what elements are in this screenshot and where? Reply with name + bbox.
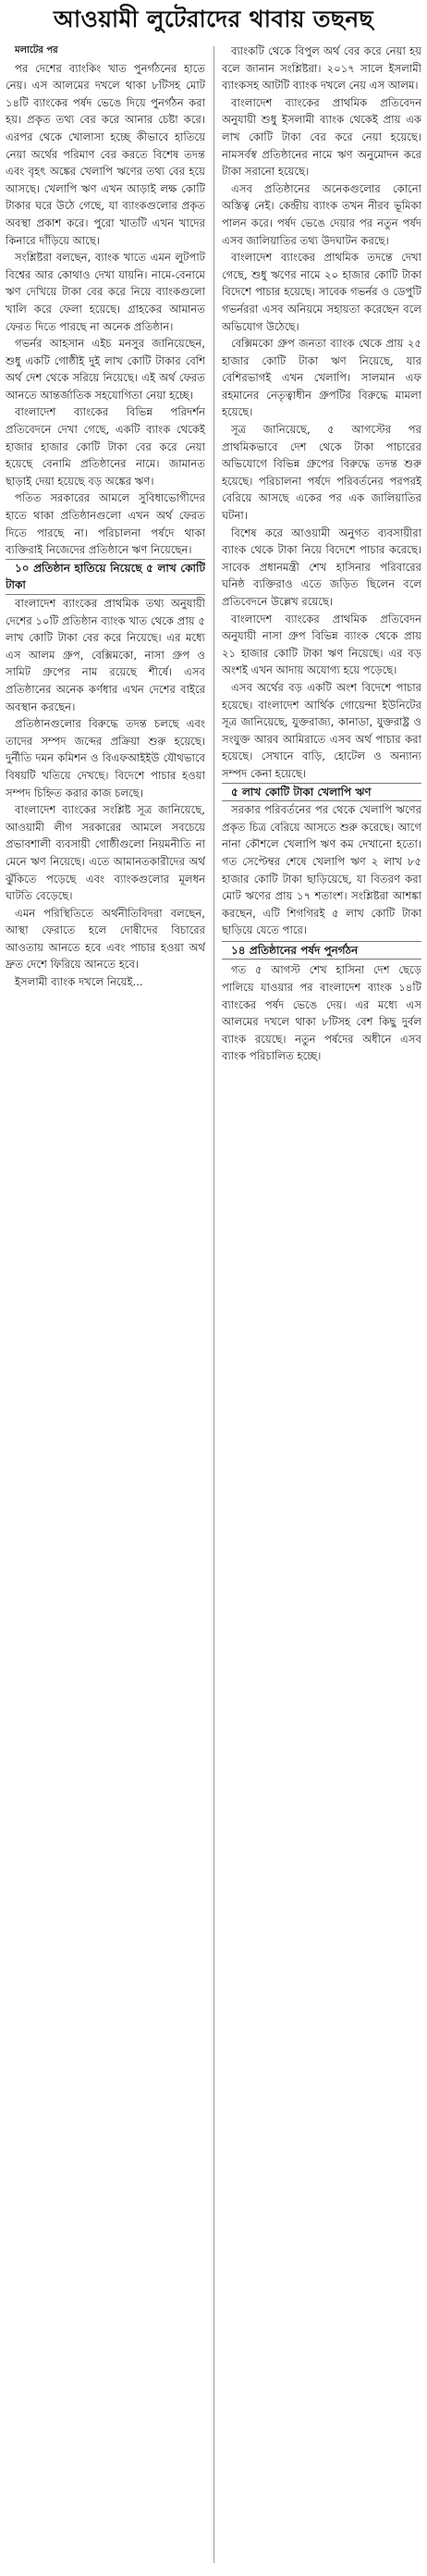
paragraph: ব্যাংকটি থেকে বিপুল অর্থ বের করে নেয়া হয় বলে জানান সংশ্লিষ্টরা। ২০১৭ সালে ইসলামী ব্যাংকসহ আটটি ব্যাংক দখলে নেয় এস আলম। xyxy=(222,44,421,93)
paragraph: সরকার পরিবর্তনের পর থেকে খেলাপি ঋণের প্রকৃত চিত্র বেরিয়ে আসতে শুরু করেছে। আগে নানা কৌশলে খেলাপি ঋণ কম দেখানো হতো। গত সেপ্টেম্বর শেষে খেলাপি ঋণ ২ লাখ ৮৫ হাজার কোটি টাকা ছাড়িয়েছে, যা বিতরণ করা মোট ঋণের প্রায় ১৭ শতাংশ। সংশ্লিষ্টরা আশঙ্কা করছেন, এটি শিগগিরই ৫ লাখ কোটি টাকা ছাড়িয়ে যেতে পারে। xyxy=(222,803,421,937)
left-column xyxy=(6,43,205,2569)
paragraph: বাংলাদেশ ব্যাংকের প্রাথমিক প্রতিবেদন অনুযায়ী নাসা গ্রুপ বিভিন্ন ব্যাংক থেকে প্রায় ২১ হাজার কোটি টাকা ঋণ নিয়েছে। এর বড় অংশই এখন আদায় অযোগ্য হয়ে পড়েছে। xyxy=(222,612,421,677)
paragraph: গভর্নর আহসান এইচ মনসুর জানিয়েছেন, শুধু একটি গোষ্ঠীই দুই লাখ কোটি টাকার বেশি অর্থ দেশ থেকে সরিয়ে নিয়েছে। এই অর্থ ফেরত আনতে আন্তর্জাতিক সহযোগিতা নেয়া হচ্ছে। xyxy=(6,337,205,402)
paragraph: প্রতিষ্ঠানগুলোর বিরুদ্ধে তদন্ত চলছে এবং তাদের সম্পদ জব্দের প্রক্রিয়া শুরু হয়েছে। দুর্নীতি দমন কমিশন ও বিএফআইইউ যৌথভাবে বিষয়টি খতিয়ে দেখছে। বিদেশে পাচার হওয়া সম্পদ চিহ্নিত করার কাজ চলছে। xyxy=(6,717,205,799)
paragraph: বাংলাদেশ ব্যাংকের প্রাথমিক প্রতিবেদন অনুযায়ী শুধু ইসলামী ব্যাংক থেকেই প্রায় এক লাখ কোটি টাকা বের করে নেয়া হয়েছে। নামসর্বস্ব প্রতিষ্ঠানের নামে ঋণ অনুমোদন করে টাকা সরানো হয়েছে। xyxy=(222,95,421,179)
paragraph: পর দেশের ব্যাংকিং খাত পুনর্গঠনের হাতে নেয়। এস আলমের দখলে থাকা ৮টিসহ মোট ১৪টি ব্যাংকের পর্ষদ ভেঙে দিয়ে পুনর্গঠন করা হয়। প্রকৃত তথ্য বের করে আনার চেষ্টা করে। এরপর থেকে খোলাসা হচ্ছে কীভাবে হাতিয়ে নেয়া অর্থের পরিমাণ বের করতে বিশেষ তদন্ত এবং বৃহৎ অঙ্কের খেলাপি ঋণের তথ্য বের হয়ে আসছে। খেলাপি ঋণ এখন আড়াই লক্ষ কোটি টাকার ঘরে উঠে গেছে, যা ব্যাংকগুলোর প্রকৃত অবস্থা প্রকাশ করে। পুরো খাতটি এখন খাদের কিনারে দাঁড়িয়ে আছে। xyxy=(6,61,205,247)
paragraph: বেক্সিমকো গ্রুপ জনতা ব্যাংক থেকে প্রায় ২৫ হাজার কোটি টাকা ঋণ নিয়েছে, যার বেশিরভাগই এখন খেলাপি। সালমান এফ রহমানের নেতৃত্বাধীন গ্রুপটির বিরুদ্ধে মামলা হয়েছে। xyxy=(222,337,421,419)
subheading: ১০ প্রতিষ্ঠান হাতিয়ে নিয়েছে ৫ লাখ কোটি টাকা xyxy=(6,559,205,595)
paragraph: বিশেষ করে আওয়ামী অনুগত ব্যবসায়ীরা ব্যাংক থেকে টাকা নিয়ে বিদেশে পাচার করেছে। সাবেক প্রধানমন্ত্রী শেখ হাসিনার পরিবারের ঘনিষ্ঠ ব্যক্তিরাও এতে জড়িত ছিলেন বলে প্রতিবেদনে উল্লেখ রয়েছে। xyxy=(222,526,421,608)
paragraph: বাংলাদেশ ব্যাংকের প্রাথমিক তদন্তে দেখা গেছে, শুধু ঋণের নামে ২০ হাজার কোটি টাকা বিদেশে পাচার হয়েছে। সাবেক গভর্নর ও ডেপুটি গভর্নররা এসব অনিয়মে সহায়তা করেছেন বলে অভিযোগ উঠেছে। xyxy=(222,251,421,333)
paragraph: বাংলাদেশ ব্যাংকের বিভিন্ন পরিদর্শন প্রতিবেদনে দেখা গেছে, একটি ব্যাংক থেকেই হাজার হাজার কোটি টাকা বের করে নেয়া হয়েছে বেনামি প্রতিষ্ঠানের নামে। জামানত ছাড়াই দেয়া হয়েছে বড় অঙ্কের ঋণ। xyxy=(6,405,205,488)
paragraph: এসব প্রতিষ্ঠানের অনেকগুলোর কোনো অস্তিত্ব নেই। কেন্দ্রীয় ব্যাংক তখন নীরব ভূমিকা পালন করে। পর্ষদ ভেঙে দেয়ার পর নতুন পর্ষদ এসব জালিয়াতির তথ্য উদঘাটন করছে। xyxy=(222,181,421,247)
paragraph: এমন পরিস্থিতিতে অর্থনীতিবিদরা বলছেন, আস্থা ফেরাতে হলে দোষীদের বিচারের আওতায় আনতে হবে এবং পাচার হওয়া অর্থ দ্রুত দেশে ফিরিয়ে আনতে হবে। xyxy=(6,906,205,972)
paragraph: ইসলামী ব্যাংক দখলে নিয়েই... xyxy=(15,975,143,989)
article-body xyxy=(6,43,421,2569)
subheading: ৫ লাখ কোটি টাকা খেলাপি ঋণ xyxy=(222,783,421,802)
paragraph: বাংলাদেশ ব্যাংকের সংশ্লিষ্ট সূত্র জানিয়েছে, আওয়ামী লীগ সরকারের আমলে সবচেয়ে প্রভাবশালী ব্যবসায়ী গোষ্ঠীগুলো নিয়মনীতি না মেনে ঋণ নিয়েছে। এতে আমানতকারীদের অর্থ ঝুঁকিতে পড়েছে এবং ব্যাংকগুলোর মূলধন ঘাটতি বেড়েছে। xyxy=(6,803,205,903)
dateline: মলাটের পর xyxy=(15,45,58,56)
paragraph: বাংলাদেশ ব্যাংকের প্রাথমিক তথ্য অনুযায়ী দেশের ১০টি প্রতিষ্ঠান ব্যাংক খাত থেকে প্রায় ৫ লাখ কোটি টাকা বের করে নিয়েছে। এর মধ্যে এস আলম গ্রুপ, বেক্সিমকো, নাসা গ্রুপ ও সামিট গ্রুপের নাম রয়েছে শীর্ষে। এসব প্রতিষ্ঠানের অনেক কর্ণধার এখন দেশের বাইরে অবস্থান করছেন। xyxy=(6,597,205,713)
paragraph: সংশ্লিষ্টরা বলছেন, ব্যাংক খাতে এমন লুটপাট বিশ্বের আর কোথাও দেখা যায়নি। নামে-বেনামে ঋণ দেখিয়ে টাকা বের করে নিয়ে ব্যাংকগুলো খালি করে ফেলা হয়েছে। গ্রাহকের আমানত ফেরত দিতে পারছে না অনেক প্রতিষ্ঠান। xyxy=(6,251,205,333)
headline: আওয়ামী লুটেরাদের থাবায় তছনছ xyxy=(54,5,373,32)
paragraph: এসব অর্থের বড় একটি অংশ বিদেশে পাচার হয়েছে। বাংলাদেশ আর্থিক গোয়েন্দা ইউনিটের সূত্র জানিয়েছে, যুক্তরাজ্য, কানাডা, যুক্তরাষ্ট্র ও সংযুক্ত আরব আমিরাতে এসব অর্থ পাচার করা হয়েছে। সেখানে বাড়ি, হোটেল ও অন্যান্য সম্পদ কেনা হয়েছে। xyxy=(222,680,421,780)
right-column xyxy=(222,43,421,2569)
subheading: ১৪ প্রতিষ্ঠানের পর্ষদ পুনর্গঠন xyxy=(222,941,421,960)
paragraph: পতিত সরকারের আমলে সুবিধাভোগীদের হাতে থাকা প্রতিষ্ঠানগুলো এখন অর্থ ফেরত দিতে পারছে না। পরিচালনা পর্ষদে থাকা ব্যক্তিরাই নিজেদের প্রতিষ্ঠানে ঋণ নিয়েছেন। xyxy=(6,491,205,557)
paragraph: সূত্র জানিয়েছে, ৫ আগস্টের পর প্রাথমিকভাবে দেশ থেকে টাকা পাচারের অভিযোগে বিভিন্ন গ্রুপের বিরুদ্ধে তদন্ত শুরু হয়েছে। পরিচালনা পর্ষদে পরিবর্তনের পরপরই বেরিয়ে আসছে একের পর এক জালিয়াতির ঘটনা। xyxy=(222,423,421,523)
paragraph: গত ৫ আগস্ট শেখ হাসিনা দেশ ছেড়ে পালিয়ে যাওয়ার পর বাংলাদেশ ব্যাংক ১৪টি ব্যাংকের পর্ষদ ভেঙে দেয়। এর মধ্যে এস আলমের দখলে থাকা ৮টিসহ বেশ কিছু দুর্বল ব্যাংক রয়েছে। নতুন পর্ষদের অধীনে এসব ব্যাংক পরিচালিত হচ্ছে। xyxy=(222,963,421,1063)
